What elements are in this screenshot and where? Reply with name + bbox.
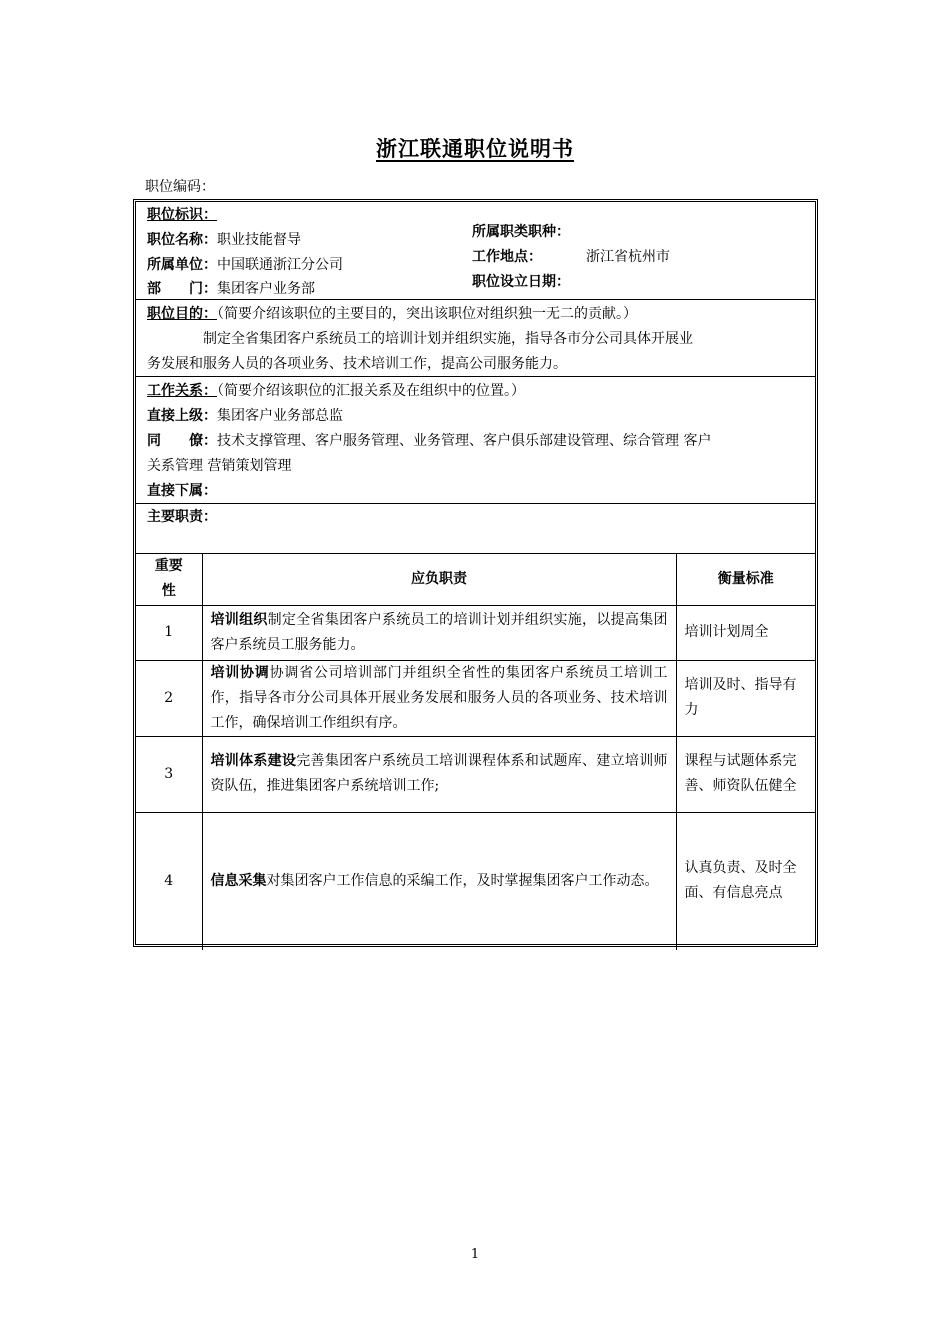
duty-text: 完善集团客户系统员工培训课程体系和试题库、建立培训师资队伍，推进集团客户系统培训工作; (210, 753, 668, 794)
section-duties (136, 504, 815, 554)
superior-row (147, 406, 343, 426)
standard-cell: 课程与试题体系完善、师资队伍健全 (676, 736, 815, 812)
position-location-value: 浙江省杭州市 (586, 249, 670, 265)
duty-cell (202, 660, 676, 736)
subordinate-label: 直接下属： (147, 483, 217, 499)
relations-heading-row (147, 381, 525, 401)
importance-header (136, 554, 202, 605)
duty-text: 协调省公司培训部门并组织全省性的集团客户系统员工培训工作，指导各市分公司具体开展业务发展和服务人员的各项业务、技术培训工作，确保培训工作组织有序。 (210, 664, 668, 731)
position-unit-row (147, 255, 343, 275)
duty-cell (202, 736, 676, 812)
position-unit-label: 所属单位： (147, 257, 217, 273)
row-number: 2 (136, 660, 202, 736)
purpose-text-line1: 制定全省集团客户系统员工的培训计划并组织实施，指导各市分公司具体开展业 (203, 331, 693, 347)
position-section-label: 职位标识： (147, 207, 217, 223)
row-number: 3 (136, 736, 202, 812)
standard-cell: 培训计划周全 (676, 605, 815, 660)
position-category-label: 所属职类职种： (472, 224, 570, 240)
position-name-value: 职业技能督导 (217, 232, 301, 248)
peer-row (147, 431, 711, 451)
position-name-row (147, 230, 301, 250)
relations-hint: （简要介绍该职位的汇报关系及在组织中的位置。） (217, 383, 525, 399)
purpose-heading-row (147, 304, 637, 324)
peer-value-line2: 关系管理 营销策划管理 (147, 458, 292, 474)
row-number: 1 (136, 605, 202, 660)
duty-title: 培训体系建设 (210, 753, 297, 769)
duty-title: 信息采集 (210, 872, 267, 889)
position-location-label: 工作地点： (472, 249, 542, 265)
superior-label: 直接上级： (147, 408, 217, 424)
standard-cell: 培训及时、指导有力 (676, 660, 815, 736)
table-row (136, 660, 815, 736)
table-row (136, 812, 815, 950)
duty-cell (202, 605, 676, 660)
duty-text: 对集团客户工作信息的采编工作，及时掌握集团客户工作动态。 (266, 872, 659, 889)
position-unit-value: 中国联通浙江分公司 (217, 257, 343, 273)
duties-label: 主要职责： (147, 509, 217, 525)
duty-title: 培训组织 (210, 611, 268, 628)
table-row (136, 605, 815, 660)
duty-title: 培训协调 (210, 664, 270, 681)
position-code-label: 职位编码： (145, 179, 215, 195)
peer-value-line1: 技术支撑管理、客户服务管理、业务管理、客户俱乐部建设管理、综合管理 客户 (217, 433, 712, 449)
position-date-label: 职位设立日期： (472, 274, 570, 290)
position-location-row (472, 247, 670, 267)
document-title: 浙江联通职位说明书 (376, 136, 574, 161)
position-dept-label-a: 部 (147, 281, 161, 297)
peer-label-b: 僚： (189, 433, 217, 449)
importance-header-line1: 重要 (154, 558, 183, 575)
row-number: 4 (136, 812, 202, 950)
importance-header-line2: 性 (161, 583, 176, 600)
position-dept-row (147, 279, 315, 299)
standard-header: 衡量标准 (676, 554, 815, 605)
position-description-table (133, 199, 818, 947)
duty-cell (202, 812, 676, 950)
page-number: 1 (470, 1247, 480, 1262)
purpose-hint: （简要介绍该职位的主要目的，突出该职位对组织独一无二的贡献。） (217, 306, 637, 322)
section-relations (136, 377, 815, 504)
duty-header: 应负职责 (202, 554, 676, 605)
duty-text: 制定全省集团客户系统员工的培训计划并组织实施，以提高集团客户系统员工服务能力。 (210, 611, 668, 653)
duties-table (136, 554, 815, 950)
position-name-label: 职位名称： (147, 232, 217, 248)
superior-value: 集团客户业务部总监 (217, 408, 343, 424)
section-position-identification (136, 202, 815, 300)
table-row (136, 736, 815, 812)
position-dept-label-b: 门： (189, 281, 217, 297)
peer-label-a: 同 (147, 433, 161, 449)
duties-header-row (136, 554, 815, 605)
section-purpose (136, 300, 815, 377)
purpose-label: 职位目的： (147, 306, 217, 322)
purpose-text-line2: 务发展和服务人员的各项业务、技术培训工作，提高公司服务能力。 (147, 356, 567, 372)
relations-label: 工作关系： (147, 383, 217, 399)
position-dept-value: 集团客户业务部 (217, 281, 315, 297)
standard-cell: 认真负责、及时全面、有信息亮点 (676, 812, 815, 950)
